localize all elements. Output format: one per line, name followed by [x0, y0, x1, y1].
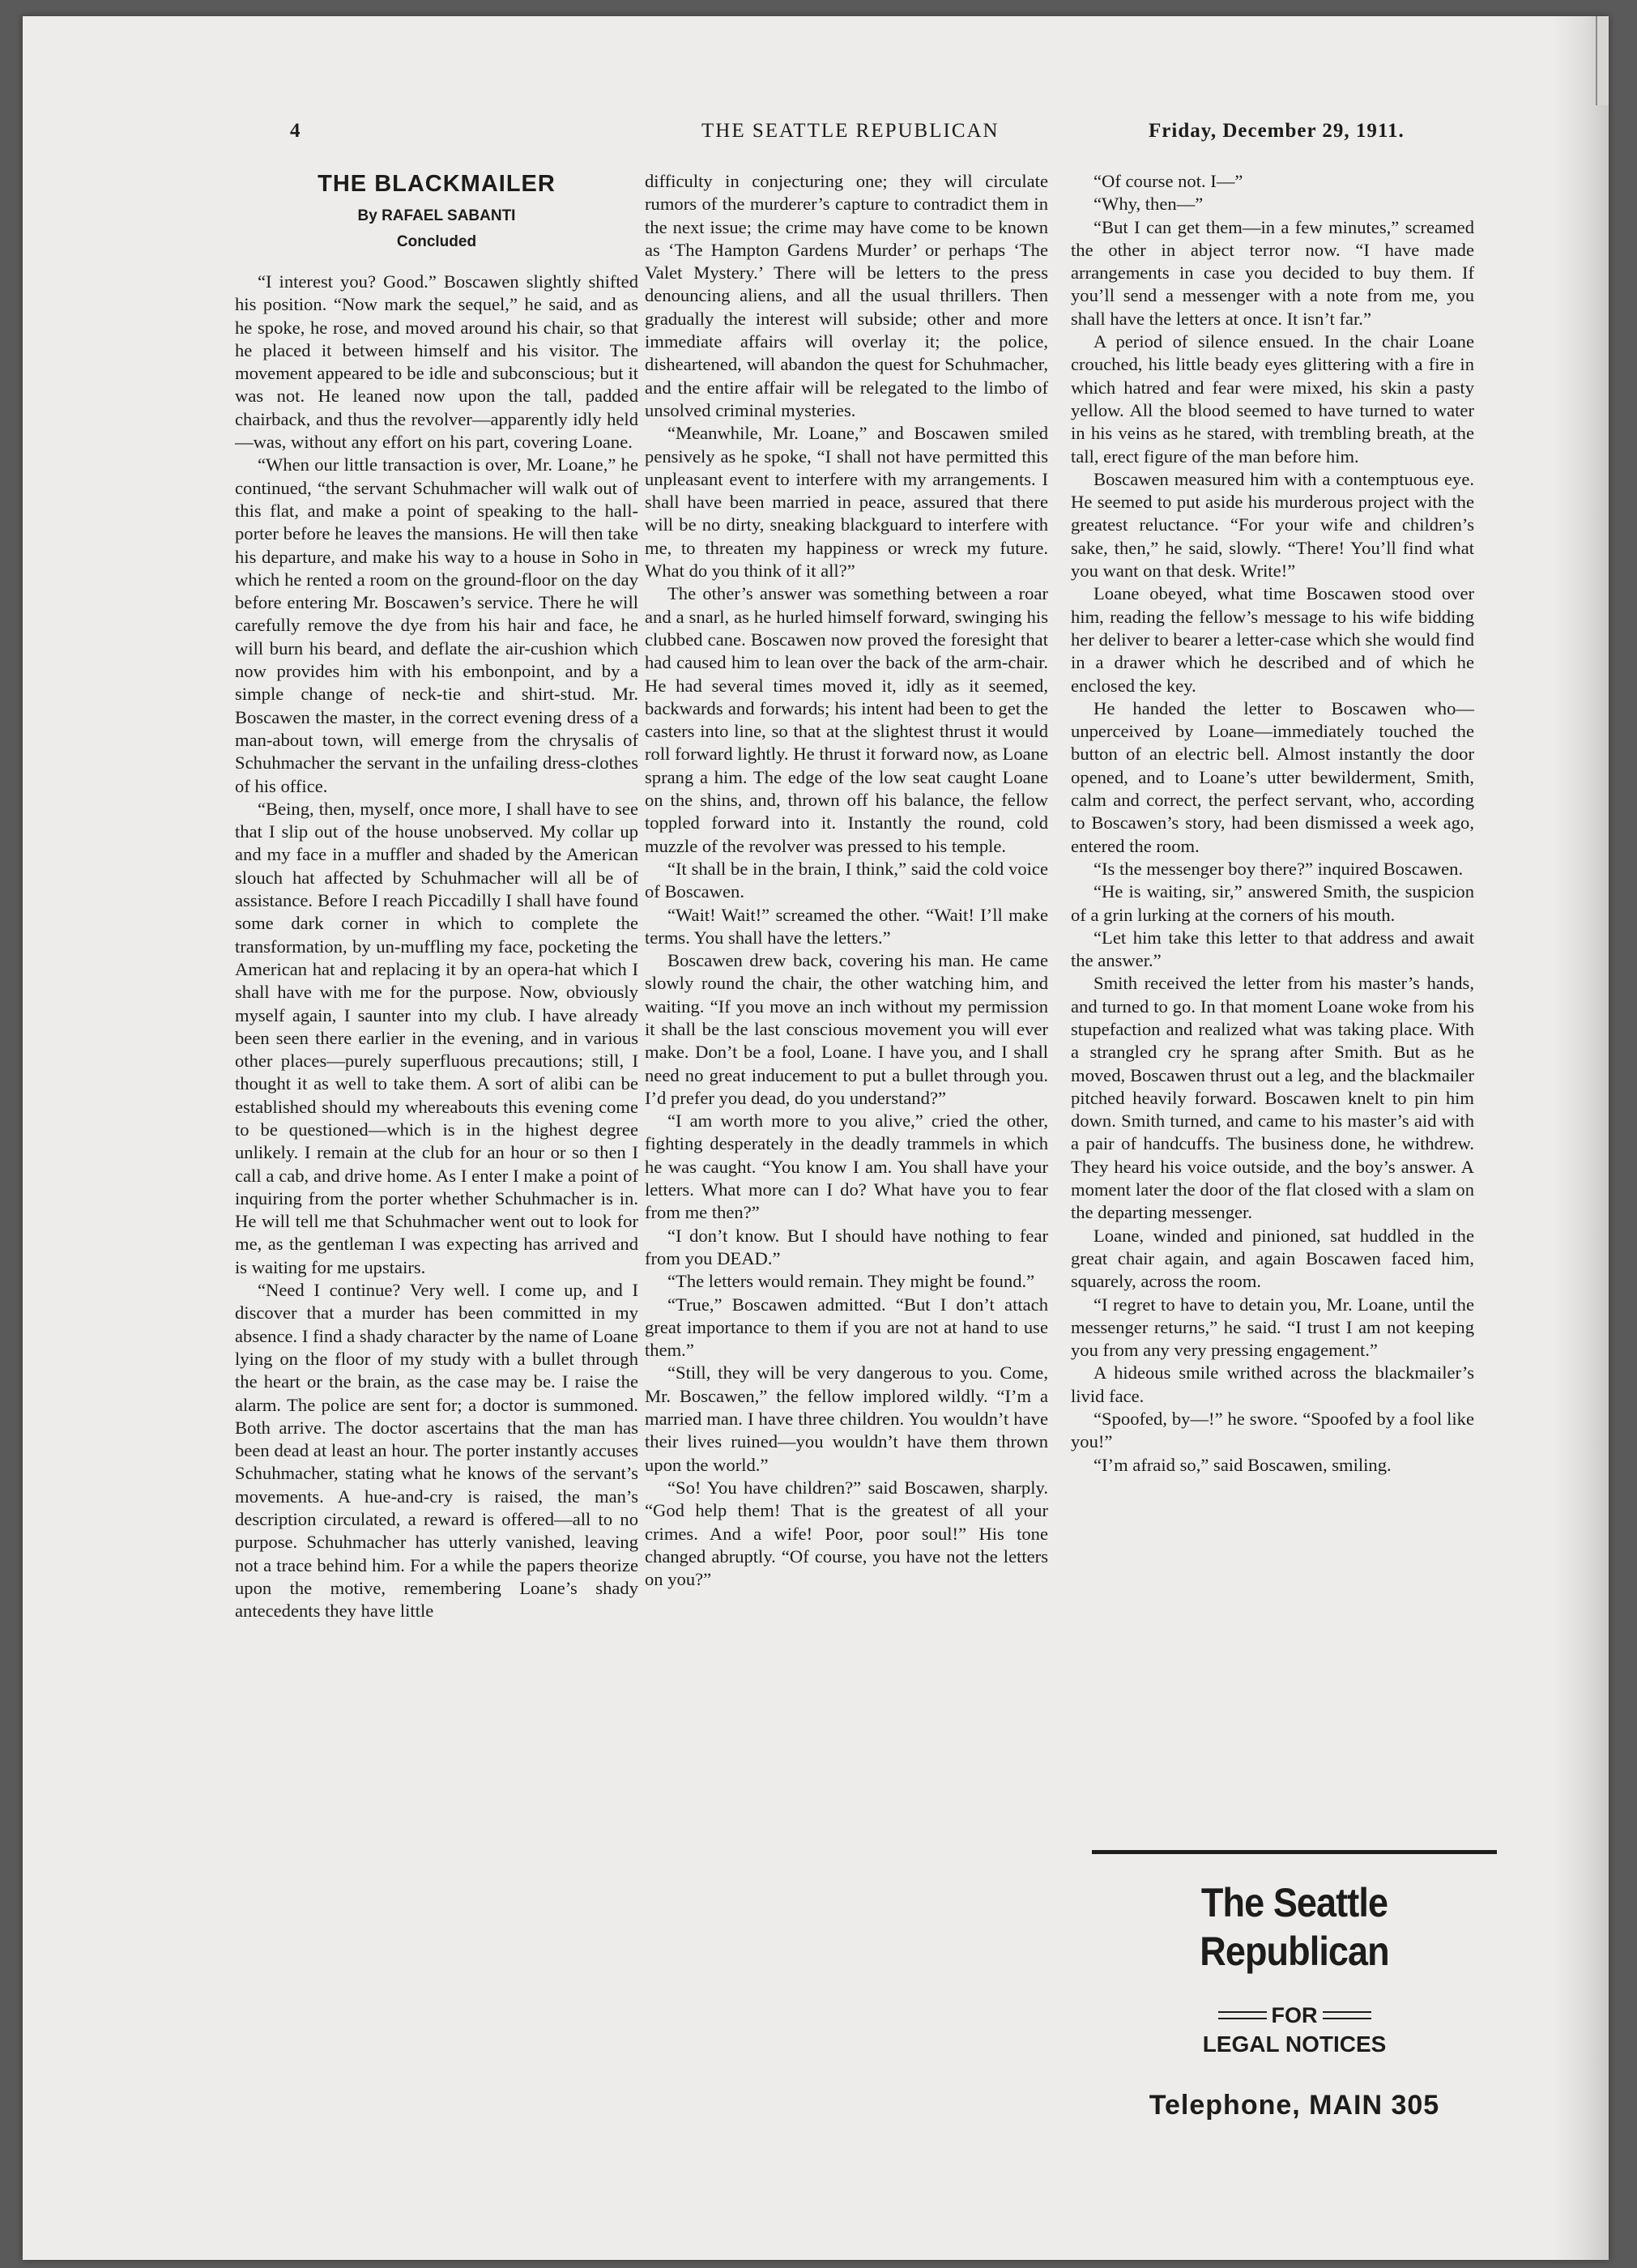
paragraph: “Why, then—” [1093, 194, 1204, 215]
paragraph: A hideous smile writhed across the blackmailer’s livid face. [1071, 1362, 1474, 1406]
paragraph: “The letters would remain. They might be found.” [667, 1271, 1035, 1292]
issue-date: Friday, December 29, 1911. [1149, 120, 1405, 142]
running-head-paper-name: THE SEATTLE REPUBLICAN [701, 120, 1000, 142]
paragraph: “I interest you? Good.” Boscawen slightly shifted his position. “Now mark the sequel,” he said, and as he spoke, he rose, and moved around his chair, so that he placed it between himself and his visitor. The movement appeared to be idle and subconscious; but it was not. He leaned now upon the tall, padded chairback, and thus the revolver—apparently idly held—was, without any effort on his part, covering Loane. [235, 271, 638, 453]
ad-for-row [1092, 2003, 1497, 2027]
paragraph: Loane obeyed, what time Boscawen stood over him, reading the fellow’s message to his wife bidding her deliver to bearer a letter-case which she would find in a drawer which he described and of which he enclosed the key. [1071, 583, 1474, 696]
paragraph: “Wait! Wait!” screamed the other. “Wait! I’ll make terms. You shall have the letters.” [645, 904, 1048, 948]
paragraph: “Need I continue? Very well. I come up, and I discover that a murder has been committed in my absence. I find a shady character by the name of Loane lying on the floor of my study with a bullet through the heart or the brain, as the case may be. I raise the alarm. The police are sent for; a doctor is summoned. Both arrive. The doctor ascertains that the man has been dead at least an hour. The porter instantly accuses Schuhmacher, stating what he knows of the servant’s movements. A hue-and-cry is raised, the man’s description circulated, a reward is offered—all to no purpose. Schuhmacher has utterly vanished, leaving not a trace behind him. For a while the papers theorize upon the motive, remembering Loane’s shady antecedents they have little [235, 1280, 638, 1622]
article-column-3 [1071, 170, 1474, 1477]
paragraph: “Let him take this letter to that address and await the answer.” [1071, 927, 1474, 971]
paragraph: “It shall be in the brain, I think,” said the cold voice of Boscawen. [645, 858, 1048, 902]
page-number: 4 [290, 120, 301, 142]
paragraph: “I regret to have to detain you, Mr. Loane, until the messenger returns,” he said. “I trust I am not keeping you from any very pressing engagement.” [1071, 1294, 1474, 1361]
paragraph: Boscawen drew back, covering his man. He came slowly round the chair, the other watching him, and waiting. “If you move an inch without my permission it shall be the last conscious movement you will ever make. Don’t be a fool, Loane. I have you, and I shall need no great inducement to put a bullet through you. I’d prefer you dead, do you understand?” [645, 950, 1048, 1108]
paragraph: “Spoofed, by—!” he swore. “Spoofed by a fool like you!” [1071, 1409, 1474, 1452]
paragraph: The other’s answer was something between a roar and a snarl, as he hurled himself forward, swinging his clubbed cane. Boscawen now proved the foresight that had caused him to lean over the back of the arm-chair. He had several times moved it, idly as it seemed, backwards and forwards; his intent had been to get the casters into line, so that at the slightest thrust it would roll forward lightly. He thrust it forward now, as Loane sprang a him. The edge of the low seat caught Loane on the shins, and, thrown off his balance, the fellow toppled forward into it. Instantly the round, cold muzzle of the revolver was pressed to his temple. [645, 583, 1048, 856]
paragraph: “But I can get them—in a few minutes,” screamed the other in abject terror now. “I have made arrangements in case you decided to buy them. If you’ll send a messenger with a note from me, you shall have the letters at once. It isn’t far.” [1071, 216, 1474, 329]
double-rule-right [1323, 2011, 1371, 2019]
page-edge-shadow [1552, 16, 1609, 2260]
paragraph: He handed the letter to Boscawen who—unperceived by Loane—immediately touched the button of an electric bell. Almost instantly the door opened, and to Loane’s utter bewilderment, Smith, calm and correct, the perfect servant, who, according to Boscawen’s story, had been dismissed a week ago, entered the room. [1071, 697, 1474, 856]
paragraph: “I don’t know. But I should have nothing to fear from you DEAD.” [645, 1225, 1048, 1268]
binding-tab [1596, 16, 1609, 105]
paragraph: difficulty in conjecturing one; they will circulate rumors of the murderer’s capture to contradict them in the next issue; the crime may have come to be known as ‘The Hampton Gardens Murder’ or perhaps ‘The Valet Mystery.’ There will be letters to the press denouncing aliens, and all the usual thrillers. Then gradually the interest will subside; other and more immediate affairs will overlay it; the police, disheartened, will abandon the quest for Schuhmacher, and the entire affair will be relegated to the limbo of unsolved criminal mysteries. [645, 171, 1048, 420]
paragraph: “So! You have children?” said Boscawen, sharply. “God help them! That is the greatest of all your crimes. And a wife! Poor, poor soul!” His tone changed abruptly. “Of course, you have not the letters on you?” [645, 1477, 1048, 1590]
paragraph: “Of course not. I—” [1093, 171, 1243, 191]
paragraph: Smith received the letter from his master’s hands, and turned to go. In that moment Loane woke from his stupefaction and realized what was taking place. With a strangled cry he sprang after Smith. But as he moved, Boscawen thrust out a leg, and the blackmailer pitched heavily forward. Boscawen knelt to pin him down. Smith turned, and came to his master’s aid with a pair of handcuffs. The business done, he withdrew. They heard his voice outside, and the boy’s answer. A moment later the door of the flat closed with a slam on the departing messenger. [1071, 973, 1474, 1223]
newspaper-page [23, 16, 1609, 2260]
paragraph: Boscawen measured him with a contemptuous eye. He seemed to put aside his murderous project with the greatest reluctance. “For your wife and children’s sake, then,” he said, slowly. “There! You’ll find what you want on that desk. Write!” [1071, 468, 1474, 582]
ad-telephone: Telephone, MAIN 305 [1149, 2090, 1440, 2121]
story-byline: By RAFAEL SABANTI [357, 207, 516, 224]
paragraph: “True,” Boscawen admitted. “But I don’t attach great importance to them if you are not at hand to use them.” [645, 1294, 1048, 1361]
paragraph: “Is the messenger boy there?” inquired Boscawen. [1093, 858, 1464, 879]
story-status: Concluded [396, 233, 477, 250]
paragraph: A period of silence ensued. In the chair Loane crouched, his little beady eyes glittering with a fire in which hatred and fear were mixed, his skin a pasty yellow. All the blood seemed to have turned to water in his veins as he stared, with trembling breath, at the tall, erect figure of the man before him. [1071, 331, 1474, 467]
double-rule-left [1218, 2011, 1267, 2019]
ad-for-label: FOR [1271, 2003, 1318, 2027]
paragraph: “Being, then, myself, once more, I shall have to see that I slip out of the house unobserved. My collar up and my face in a muffler and shaded by the American slouch hat affected by Schuhmacher will all be of assistance. Before I reach Piccadilly I shall have found some dark corner in which to complete the transformation, by un-muffling my face, pocketing the American hat and replacing it by an opera-hat which I shall have with me for the purpose. Now, obviously myself again, I saunter into my club. I have already been seen there earlier in the evening, and in various other places—purely superfluous precautions; still, I thought it as well to take them. A sort of alibi can be established should my whereabouts this evening come to be questioned—which is in the highest degree unlikely. I remain at the club for an hour or so then I call a cab, and drive home. As I enter I make a point of inquiring from the porter whether Schuhmacher is in. He will tell me that Schuhmacher went out to look for me, as the gentleman I was expecting has arrived and is waiting for me upstairs. [235, 798, 638, 1277]
paragraph: “When our little transaction is over, Mr. Loane,” he continued, “the servant Schuhmacher will walk out of this flat, and make a point of speaking to the hall-porter before he leaves the mansions. He will then take his departure, and make his way to a house in Soho in which he rented a room on the ground-floor on the day before entering Mr. Boscawen’s service. There he will carefully remove the dye from his hair and face, he will burn his beard, and deflate the air-cushion which now provides him with his embonpoint, and by a simple change of neck-tie and shirt-stud. Mr. Boscawen the master, in the correct evening dress of a man-about town, will emerge from the chrysalis of Schuhmacher the servant in the unfailing dress-clothes of his office. [235, 454, 638, 796]
paragraph: “I am worth more to you alive,” cried the other, fighting desperately in the deadly trammels in which he was caught. “You know I am. You shall have your letters. What more can I do? What have you to fear from me then?” [645, 1111, 1048, 1223]
article-column-1 [235, 170, 638, 1623]
paragraph: “I’m afraid so,” said Boscawen, smiling. [1093, 1454, 1392, 1475]
ad-paper-name: The Seattle Republican [1200, 1880, 1389, 1974]
paragraph: “Meanwhile, Mr. Loane,” and Boscawen smiled pensively as he spoke, “I shall not have permitted this unpleasant event to interfere with my arrangements. I shall have been married in peace, assured that there will be no dirty, sneaking blackguard to interfere with me, to threaten my happiness or wreck my future. What do you think of it all?” [645, 423, 1048, 582]
paragraph: Loane, winded and pinioned, sat huddled in the great chair again, and again Boscawen faced him, squarely, across the room. [1071, 1225, 1474, 1292]
legal-notices-advertisement [1092, 1850, 1497, 2121]
article-column-2 [645, 170, 1048, 1591]
ad-legal-notices: LEGAL NOTICES [1202, 2031, 1387, 2057]
paragraph: “He is waiting, sir,” answered Smith, the suspicion of a grin lurking at the corners of his mouth. [1071, 881, 1474, 925]
story-title: THE BLACKMAILER [318, 171, 556, 197]
paragraph: “Still, they will be very dangerous to you. Come, Mr. Boscawen,” the fellow implored wildly. “I’m a married man. I have three children. You wouldn’t have their lives ruined—you wouldn’t have them thrown upon the world.” [645, 1362, 1048, 1475]
